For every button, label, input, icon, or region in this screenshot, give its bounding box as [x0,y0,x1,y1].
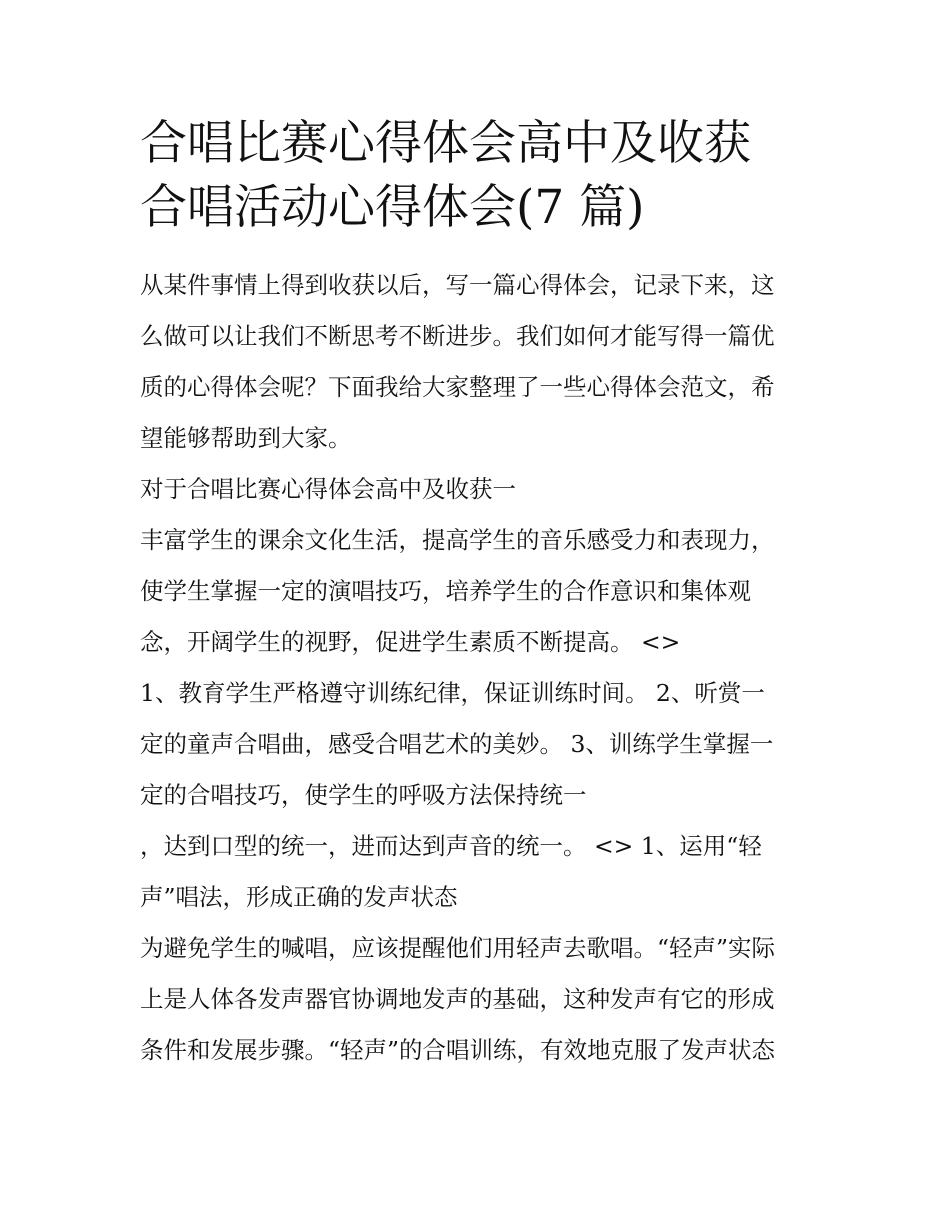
body-line: 上是人体各发声器官协调地发声的基础，这种发声有它的形成 [140,985,775,1013]
body-line: 望能够帮助到大家。 [140,424,352,452]
title-line-1: 合唱比赛心得体会高中及收获 [140,116,751,171]
body-line: 念，开阔学生的视野，促进学生素质不断提高。 <> [140,628,681,656]
body-line: 从某件事情上得到收获以后，写一篇心得体会，记录下来，这 [140,271,775,299]
document-content [140,112,816,1076]
document-title [140,112,816,240]
body-line: 为避免学生的喊唱，应该提醒他们用轻声去歌唱。“轻声”实际 [140,934,776,962]
body-line: 么做可以让我们不断思考不断进步。我们如何才能写得一篇优 [140,322,775,350]
body-line: 丰富学生的课余文化生活，提高学生的音乐感受力和表现力， [140,526,775,554]
title-line-2: 合唱活动心得体会(7 篇) [140,180,645,235]
title-spacing [140,240,816,260]
document-body [140,260,816,1076]
body-line: 定的童声合唱曲，感受合唱艺术的美妙。 3、训练学生掌握一 [140,730,774,758]
body-line: 质的心得体会呢？下面我给大家整理了一些心得体会范文，希 [140,373,775,401]
body-line: ，达到口型的统一，进而达到声音的统一。 <> 1、运用“轻 [140,832,762,860]
body-line: 定的合唱技巧，使学生的呼吸方法保持统一 [140,781,587,809]
section-heading: 对于合唱比赛心得体会高中及收获一 [140,475,516,503]
body-line: 使学生掌握一定的演唱技巧，培养学生的合作意识和集体观 [140,577,751,605]
body-line: 1、教育学生严格遵守训练纪律，保证训练时间。 2、听赏一 [140,679,765,707]
body-line: 条件和发展步骤。“轻声”的合唱训练，有效地克服了发声状态 [140,1036,776,1064]
body-line: 声”唱法，形成正确的发声状态 [140,883,458,911]
